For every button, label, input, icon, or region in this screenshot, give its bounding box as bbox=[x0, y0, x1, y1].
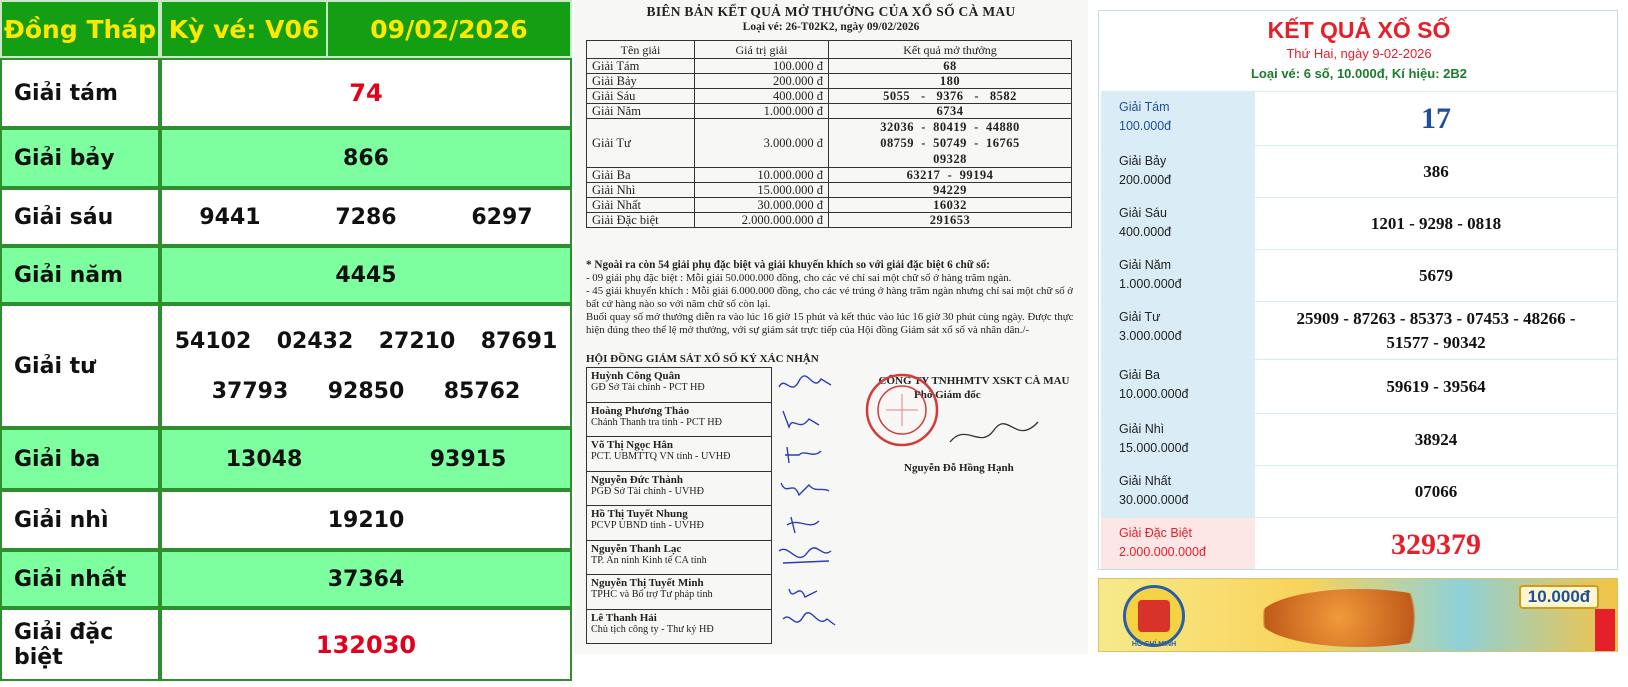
prize-number: 74 bbox=[349, 79, 383, 107]
table-row bbox=[587, 59, 1072, 74]
prize-result: 6734 bbox=[829, 104, 1072, 119]
table-row bbox=[0, 304, 572, 428]
prize-name: Giải Tư bbox=[1119, 310, 1161, 324]
prize-value: 200.000đ bbox=[1119, 173, 1172, 187]
prize-number: 37793 bbox=[211, 378, 289, 404]
prize-result: 51577 - 90342 bbox=[1386, 332, 1486, 352]
signature-8 bbox=[783, 613, 835, 625]
dongthap-header bbox=[0, 0, 572, 58]
member-role: Chánh Thanh tra tỉnh - PCT HĐ bbox=[591, 416, 722, 428]
prize-label: Giải nhất bbox=[0, 550, 160, 608]
member-role: PCT. UBMTTQ VN tỉnh - UVHĐ bbox=[591, 451, 731, 462]
ticket-banner-image bbox=[1098, 578, 1618, 652]
table-row bbox=[587, 198, 1072, 213]
prize-label: Giải năm bbox=[0, 246, 160, 304]
prize-name: Giải Tư bbox=[587, 119, 695, 168]
prize-number: 87691 bbox=[480, 328, 558, 354]
member-name: Nguyễn Thị Tuyết Minh bbox=[591, 577, 704, 589]
member-name: Võ Thị Ngọc Hân bbox=[591, 439, 674, 451]
table-row bbox=[0, 428, 572, 490]
prize-result: 386 bbox=[1423, 161, 1449, 181]
prize-result: 17 bbox=[1421, 101, 1451, 135]
table-row bbox=[587, 168, 1072, 183]
signature-7 bbox=[789, 589, 817, 597]
member-row bbox=[587, 437, 772, 472]
prize-value: 15.000.000 đ bbox=[695, 183, 829, 198]
prize-number: 37364 bbox=[327, 566, 405, 592]
special-prize-number: 132030 bbox=[315, 630, 417, 659]
table-row bbox=[0, 608, 572, 681]
column-header: Giá trị giải bbox=[695, 41, 829, 59]
seal-caption: HỒ CHÍ MINH bbox=[1131, 641, 1177, 648]
prize-number: 27210 bbox=[378, 328, 456, 354]
table-row bbox=[1101, 91, 1617, 145]
signature-6 bbox=[779, 548, 831, 563]
column-header: Tên giải bbox=[587, 41, 695, 59]
prize-result: 94229 bbox=[829, 183, 1072, 198]
member-name: Nguyễn Đức Thành bbox=[591, 473, 683, 486]
prize-name: Giải Nhì bbox=[1119, 422, 1165, 436]
member-role: PGĐ Sở Tài chính - UVHĐ bbox=[591, 485, 705, 497]
prize-label: Giải ba bbox=[0, 428, 160, 490]
document-subtitle: Loại vé: 26-T02K2, ngày 09/02/2026 bbox=[742, 21, 920, 33]
prize-number: 13048 bbox=[225, 446, 303, 472]
prize-number: 85762 bbox=[443, 378, 521, 404]
member-name: Nguyễn Thanh Lạc bbox=[591, 542, 682, 555]
prize-name: Giải Năm bbox=[587, 104, 695, 119]
table-row bbox=[587, 119, 1072, 168]
kqxs-title: KẾT QUẢ XỔ SỐ bbox=[1267, 17, 1451, 43]
signature-1 bbox=[779, 376, 831, 387]
ky-ve: Kỳ vé: V06 bbox=[162, 2, 328, 56]
table-row bbox=[587, 104, 1072, 119]
signature-4 bbox=[781, 483, 829, 495]
table-row bbox=[1101, 465, 1617, 517]
document-notes bbox=[586, 259, 1076, 337]
prize-name: Giải Bảy bbox=[1119, 154, 1167, 168]
prize-name: Giải Sáu bbox=[587, 89, 695, 104]
prize-name: Giải Tám bbox=[587, 59, 695, 74]
prize-number: 92850 bbox=[327, 378, 405, 404]
table-row bbox=[1101, 197, 1617, 249]
prize-value: 15.000.000đ bbox=[1119, 441, 1189, 455]
prize-number: 02432 bbox=[276, 328, 354, 354]
member-name: Hoàng Phương Thảo bbox=[591, 404, 690, 417]
prize-value: 400.000 đ bbox=[695, 89, 829, 104]
note-line: - 45 giải khuyến khích : Mỗi giải 6.000.000 đồng, cho các vé trúng ở hàng trăm ngàn nhưng chỉ sai một chữ số ở bất cứ hàng nào so với năm chữ số còn lại. bbox=[586, 285, 1073, 310]
koi-fish-image bbox=[1259, 589, 1459, 647]
council-title: HỘI ĐỒNG GIÁM SÁT XỔ SỐ KÝ XÁC NHẬN bbox=[586, 353, 819, 365]
ticket-price: 10.000đ bbox=[1519, 585, 1599, 609]
table-row bbox=[587, 213, 1072, 228]
note-line: - 09 giải phụ đặc biệt : Mỗi giải 50.000.000 đồng, cho các vé chỉ sai một chữ số ở hàng trăm ngàn. bbox=[586, 272, 1012, 284]
note-line: Buổi quay số mở thưởng diễn ra vào lúc 16 giờ 15 phút và kết thúc vào lúc 16 giờ 30 phút cùng ngày. Được thực hiện đúng theo thể lệ mở thưởng, với sự giám sát trực tiếp của Hội đồng Giám sát xổ số và nhân dân./- bbox=[586, 311, 1074, 336]
table-row bbox=[0, 128, 572, 188]
table-row bbox=[587, 183, 1072, 198]
prize-name: Giải Ba bbox=[1119, 368, 1160, 382]
position-title: Phó Giám đốc bbox=[914, 389, 981, 401]
prize-name: Giải Đặc Biệt bbox=[1119, 526, 1192, 540]
signature-2 bbox=[783, 411, 819, 427]
member-role: GĐ Sở Tài chính - PCT HĐ bbox=[591, 382, 705, 393]
prize-number: 866 bbox=[343, 145, 389, 171]
council-members-table bbox=[586, 367, 772, 644]
company-name: CÔNG TY TNHHMTV XSKT CÀ MAU bbox=[878, 375, 1070, 387]
member-row bbox=[587, 506, 772, 541]
kqxs-ticket-type: Loại vé: 6 số, 10.000đ, Kí hiệu: 2B2 bbox=[1250, 66, 1468, 81]
prize-result: 08759 - 50749 - 16765 bbox=[880, 136, 1020, 150]
prize-value: 1.000.000 đ bbox=[695, 104, 829, 119]
prize-label: Giải bảy bbox=[0, 128, 160, 188]
prize-label: Giải tư bbox=[0, 304, 160, 428]
director-name: Nguyễn Đỗ Hồng Hạnh bbox=[904, 462, 1014, 474]
prize-label: Giải tám bbox=[0, 58, 160, 128]
prize-result: 5055 - 9376 - 8582 bbox=[829, 89, 1072, 104]
table-row bbox=[0, 550, 572, 608]
prize-name: Giải Sáu bbox=[1119, 206, 1167, 220]
kqxs-date: Thứ Hai, ngày 9-02-2026 bbox=[1286, 46, 1432, 61]
prize-result: 09328 bbox=[933, 152, 967, 166]
document-title: BIÊN BẢN KẾT QUẢ MỞ THƯỞNG CỦA XỔ SỐ CÀ MAU bbox=[646, 4, 1016, 19]
prize-value: 2.000.000.000đ bbox=[1119, 545, 1206, 559]
prize-result: 32036 - 80419 - 44880 bbox=[880, 120, 1020, 134]
prize-value: 10.000.000đ bbox=[1119, 387, 1189, 401]
member-row bbox=[587, 368, 772, 403]
member-name: Hồ Thị Tuyết Nhung bbox=[591, 508, 688, 520]
member-row bbox=[587, 471, 772, 506]
prize-label: Giải nhì bbox=[0, 490, 160, 550]
member-role: PCVP UBND tỉnh - UVHĐ bbox=[591, 520, 704, 531]
dongthap-results-table bbox=[0, 0, 572, 681]
prize-number: 9441 bbox=[199, 204, 261, 230]
prize-label: Giải sáu bbox=[0, 188, 160, 246]
member-row bbox=[587, 402, 772, 437]
table-row bbox=[587, 74, 1072, 89]
table-row bbox=[0, 188, 572, 246]
prize-name: Giải Tám bbox=[1119, 100, 1170, 114]
table-row bbox=[1101, 413, 1617, 465]
prize-value: 400.000đ bbox=[1119, 225, 1172, 239]
table-row bbox=[0, 58, 572, 128]
prize-name: Giải Ba bbox=[587, 168, 695, 183]
prize-result: 59619 - 39564 bbox=[1386, 376, 1486, 396]
draw-date: 09/02/2026 bbox=[370, 14, 528, 44]
prize-result: 180 bbox=[829, 74, 1072, 89]
prize-name: Giải Bảy bbox=[587, 74, 695, 89]
prize-value: 3.000.000đ bbox=[1119, 329, 1182, 343]
prize-result: 63217 - 99194 bbox=[829, 168, 1072, 183]
signature-3 bbox=[785, 447, 821, 463]
prize-name: Giải Nhất bbox=[1119, 474, 1172, 488]
camau-results-table bbox=[586, 40, 1072, 228]
prize-value: 10.000.000 đ bbox=[695, 168, 829, 183]
prize-name: Giải Đặc biệt bbox=[587, 213, 695, 228]
table-row bbox=[0, 246, 572, 304]
member-name: Lê Thanh Hải bbox=[591, 611, 657, 624]
prize-number: 54102 bbox=[174, 328, 252, 354]
company-stamp bbox=[864, 372, 940, 448]
member-row bbox=[587, 575, 772, 610]
prize-value: 3.000.000 đ bbox=[695, 119, 829, 168]
table-row bbox=[1101, 517, 1617, 570]
prize-result: 07066 bbox=[1414, 481, 1458, 501]
member-row bbox=[587, 609, 772, 644]
province-name: Đồng Tháp bbox=[0, 0, 160, 58]
kqxs-panel bbox=[1098, 10, 1618, 570]
prize-value: 1.000.000đ bbox=[1119, 277, 1182, 291]
prize-result: 5679 bbox=[1419, 265, 1453, 285]
prize-result: 291653 bbox=[829, 213, 1072, 228]
prize-result: 25909 - 87263 - 85373 - 07453 - 48266 - bbox=[1296, 308, 1576, 328]
table-row bbox=[587, 89, 1072, 104]
note-heading: * Ngoài ra còn 54 giải phụ đặc biệt và giải khuyến khích so với giải đặc biệt 6 chữ số: bbox=[586, 259, 990, 271]
member-role: TPHC và Bổ trợ Tư pháp tỉnh bbox=[591, 589, 713, 600]
prize-number: 93915 bbox=[429, 446, 507, 472]
prize-value: 30.000.000đ bbox=[1119, 493, 1189, 507]
table-row bbox=[0, 490, 572, 550]
director-signature bbox=[946, 412, 1046, 456]
prize-result: 16032 bbox=[829, 198, 1072, 213]
prize-value: 30.000.000 đ bbox=[695, 198, 829, 213]
dongthap-panel bbox=[0, 0, 572, 687]
column-header: Kết quả mở thưởng bbox=[829, 41, 1072, 59]
prize-number: 7286 bbox=[335, 204, 397, 230]
prize-result: 68 bbox=[829, 59, 1072, 74]
table-header-row bbox=[587, 41, 1072, 59]
table-row bbox=[1101, 301, 1617, 359]
member-role: TP. An ninh Kinh tế CA tỉnh bbox=[591, 554, 707, 566]
prize-value: 200.000 đ bbox=[695, 74, 829, 89]
signature-5 bbox=[787, 517, 819, 533]
member-name: Huỳnh Công Quân bbox=[591, 370, 681, 382]
prize-value: 100.000đ bbox=[1119, 119, 1172, 133]
table-row bbox=[1101, 359, 1617, 413]
signatures-column bbox=[769, 367, 849, 643]
table-row bbox=[1101, 249, 1617, 301]
prize-name: Giải Năm bbox=[1119, 258, 1172, 272]
prize-number: 6297 bbox=[471, 204, 533, 230]
special-prize-result: 329379 bbox=[1391, 527, 1481, 561]
prize-value: 100.000 đ bbox=[695, 59, 829, 74]
prize-number: 19210 bbox=[327, 507, 405, 533]
prize-result: 1201 - 9298 - 0818 bbox=[1370, 213, 1502, 233]
prize-value: 2.000.000.000 đ bbox=[695, 213, 829, 228]
table-row bbox=[1101, 145, 1617, 197]
prize-result: 38924 bbox=[1414, 429, 1458, 449]
camau-document bbox=[574, 0, 1088, 654]
lottery-seal-icon bbox=[1123, 585, 1185, 647]
prize-name: Giải Nhì bbox=[587, 183, 695, 198]
member-row bbox=[587, 540, 772, 575]
prize-number: 4445 bbox=[335, 262, 397, 288]
member-role: Chủ tịch công ty - Thư ký HĐ bbox=[591, 623, 714, 635]
prize-name: Giải Nhất bbox=[587, 198, 695, 213]
prize-label: Giải đặc biệt bbox=[0, 608, 160, 681]
